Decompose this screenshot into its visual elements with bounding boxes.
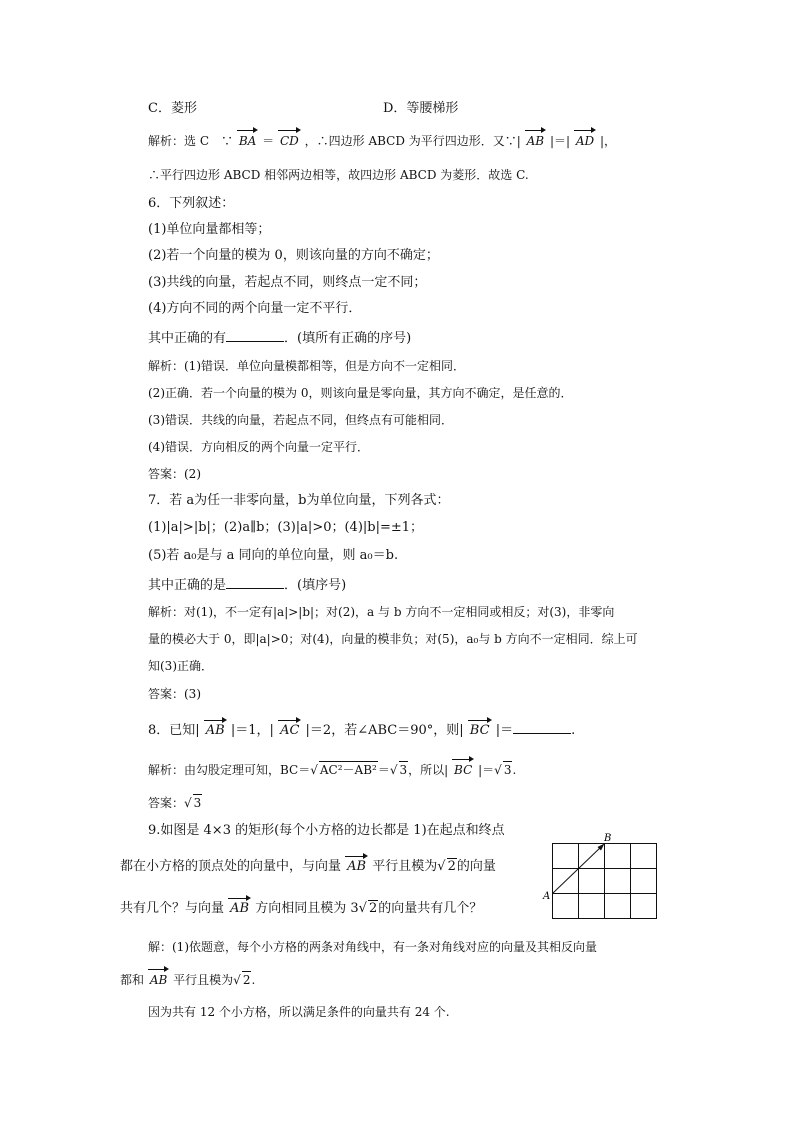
q9-line2: 都在小方格的顶点处的向量中，与向量 AB 平行且模为√ 2的向量 — [120, 859, 496, 874]
q9-line3: 共有几个？与向量 AB 方向相同且模为 3√ 2的向量共有几个？ — [120, 901, 483, 916]
vector-ab: AB — [347, 859, 367, 874]
vector-ab-arrow — [553, 846, 603, 894]
q7-stem: 7．若 a为任一非零向量，b为单位向量，下列各式： — [148, 493, 450, 508]
vector-cd: CD — [279, 134, 299, 148]
q5-analysis-line2: ∴平行四边形 ABCD 相邻两边相等，故四边形 ABCD 为菱形．故选 C. — [148, 168, 529, 182]
vector-ab: AB — [526, 134, 545, 148]
q9-solution-line3: 因为共有 12 个小方格，所以满足条件的向量共有 24 个. — [148, 1005, 450, 1019]
q7-analysis-line: 知(3)正确． — [148, 659, 213, 673]
q6-analysis-line: (4)错误．方向相反的两个向量一定平行． — [148, 440, 369, 454]
q6-stem: 6．下列叙述： — [148, 196, 235, 211]
q8-stem: 8．已知| AB |＝1，| AC |＝2，若∠ABC＝90°，则| BC |＝ . — [148, 723, 576, 738]
label-a: A — [543, 891, 551, 902]
q6-answer: 答案：(2) — [148, 467, 201, 481]
grid-lines — [553, 844, 657, 919]
q6-analysis-line: (3)错误．共线的向量，若起点不同，但终点有可能相同． — [148, 413, 454, 427]
vector-ba: BA — [238, 134, 257, 148]
vector-ad: AD — [575, 134, 595, 148]
q8-analysis: 解析：由勾股定理可知，BC＝√ AC²－AB²＝√ 3，所以| BC |＝√ 3. — [148, 763, 517, 777]
answer-blank — [226, 576, 284, 589]
q7-analysis-line: 量的模必大于 0，即|a|>0；对(4)，向量的模非负；对(5)，a₀与 b 方向不一定相同．综上可 — [148, 632, 638, 646]
q5-analysis-line1: 解析：选 C ∵ BA ＝ CD ，∴四边形 ABCD 为平行四边形．又∵| AB |＝| AD |， — [148, 134, 617, 148]
q7-question: 其中正确的是 ．(填序号) — [148, 578, 347, 593]
q7-items: (1)|a|>|b|；(2)a∥b；(3)|a|>0；(4)|b|=±1； — [148, 520, 424, 535]
q7-item5: (5)若 a₀是与 a 同向的单位向量，则 a₀＝b. — [148, 548, 399, 563]
q6-question: 其中正确的有 ．(填所有正确的序号) — [148, 331, 412, 346]
vector-ab: AB — [149, 973, 168, 987]
option-c: C．菱形 — [148, 101, 197, 116]
q6-item: (2)若一个向量的模为 0，则该向量的方向不确定； — [148, 248, 439, 263]
q9-solution-line2: 都和 AB 平行且模为√ 2. — [120, 973, 256, 987]
vector-ab: AB — [205, 723, 225, 738]
q9-solution-line1: 解：(1)依题意，每个小方格的两条对角线中，有一条对角线对应的向量及其相反向量 — [148, 940, 598, 954]
q9-line1: 9.如图是 4×3 的矩形(每个小方格的边长都是 1)在起点和终点 — [148, 823, 505, 838]
vector-ac: AC — [280, 723, 300, 738]
answer-blank — [226, 329, 284, 342]
label-b: B — [604, 833, 612, 844]
option-d: D．等腰梯形 — [383, 101, 459, 116]
q7-answer: 答案：(3) — [148, 687, 201, 701]
q6-item: (4)方向不同的两个向量一定不平行． — [148, 301, 362, 316]
grid-figure — [540, 833, 662, 923]
q6-item: (3)共线的向量，若起点不同，则终点一定不同； — [148, 275, 427, 290]
q8-answer: 答案：√ 3 — [148, 796, 202, 810]
q6-analysis-line: (2)正确．若一个向量的模为 0，则该向量是零向量，其方向不确定，是任意的． — [148, 386, 573, 400]
q6-item: (1)单位向量都相等； — [148, 222, 271, 237]
q7-analysis-line: 解析：对(1)，不一定有|a|>|b|；对(2)，a 与 b 方向不一定相同或相反；对(3)，非零向 — [148, 605, 615, 619]
answer-blank — [513, 721, 571, 734]
vector-bc: BC — [469, 723, 490, 738]
vector-bc: BC — [454, 763, 473, 777]
vector-ab: AB — [230, 901, 250, 916]
q6-analysis-line: 解析：(1)错误．单位向量模都相等，但是方向不一定相同． — [148, 359, 466, 373]
